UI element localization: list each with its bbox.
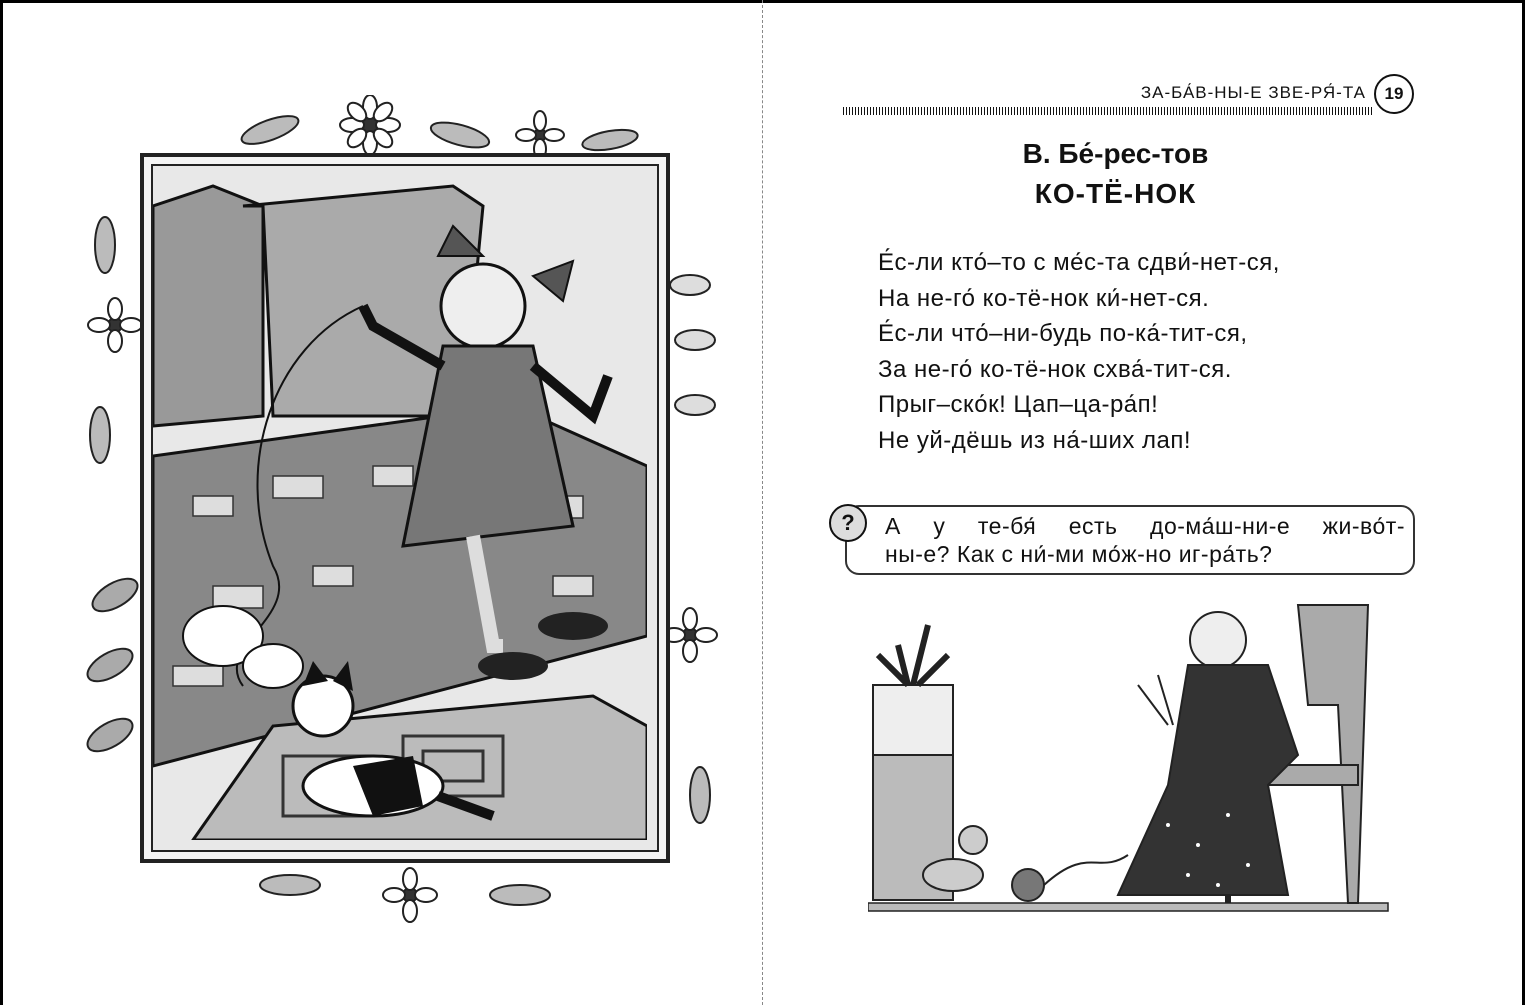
page-number: 19 bbox=[1374, 74, 1414, 114]
grandma-scene bbox=[868, 585, 1393, 920]
poem-line: Е́с-ли что́–ни-будь по-ка́-тит-ся, bbox=[878, 320, 1248, 347]
poem-title: КО-ТЁ-НОК bbox=[1034, 178, 1197, 209]
running-head bbox=[843, 74, 1418, 118]
poem-line: За не-го́ ко-тё-нок схва́-тит-ся. bbox=[878, 355, 1232, 383]
question-text-line-2: ны-е? Как с ни́-ми мо́ж-но иг-ра́ть? bbox=[885, 541, 1273, 567]
question-text-line-1: А у те-бя́ есть до-ма́ш-ни-е жи-во́т- bbox=[885, 513, 1405, 539]
left-illustration bbox=[70, 95, 730, 925]
girl-kitten-scene bbox=[153, 166, 647, 840]
grandma-knitting-kitten-illustration bbox=[868, 585, 1393, 920]
poem-author: В. Бе́-рес-тов bbox=[1022, 138, 1209, 169]
illustration-frame bbox=[140, 153, 670, 863]
header-rule bbox=[843, 107, 1373, 115]
question-box bbox=[841, 505, 1415, 575]
poem-line: На не-го́ ко-тё-нок ки́-нет-ся. bbox=[878, 284, 1210, 312]
question-mark-icon: ? bbox=[829, 504, 867, 542]
poem-line: Прыг–ско́к! Цап–ца-ра́п! bbox=[878, 391, 1159, 418]
page-edge-left bbox=[0, 0, 3, 1005]
section-title: ЗА-БА́В-НЫ-Е ЗВЕ-РЯ́-ТА bbox=[1140, 83, 1366, 102]
girl-kitten-illustration bbox=[151, 164, 659, 852]
page-gutter bbox=[762, 0, 763, 1005]
poem-line: Не уй-дёшь из на́-ших лап! bbox=[878, 426, 1192, 454]
poem-line: Е́с-ли кто́–то с ме́с-та сдви́-нет-ся, bbox=[878, 249, 1280, 276]
poem-body bbox=[878, 245, 1418, 458]
